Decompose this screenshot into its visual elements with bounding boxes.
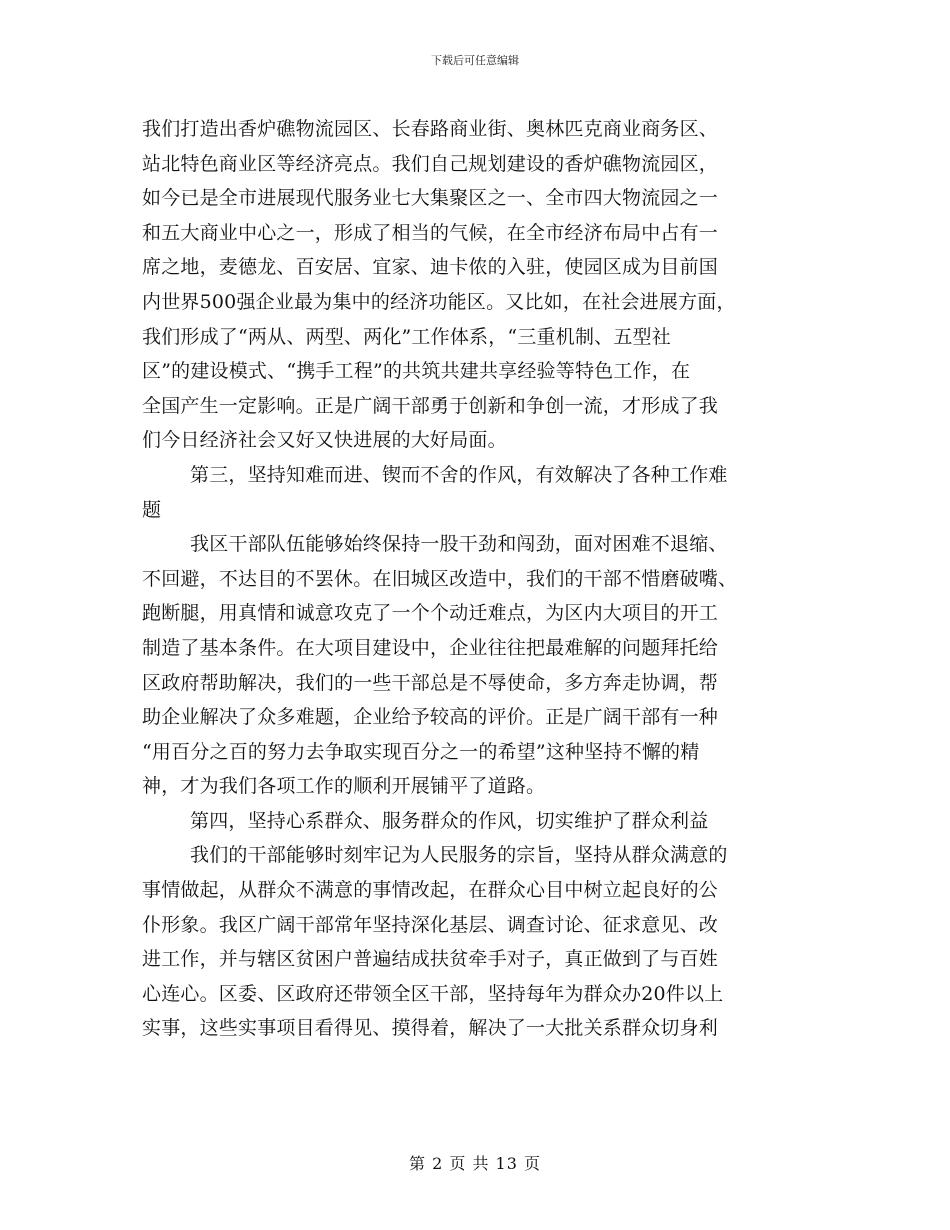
page-header: 下载后可任意编辑: [431, 54, 519, 67]
body-line: 我们打造出香炉礁物流园区、长春路商业街、奥林匹克商业商务区、: [142, 118, 719, 140]
body-line: 席之地，麦德龙、百安居、宜家、迪卡侬的入驻，使园区成为目前国: [142, 256, 719, 279]
body-line: 不回避，不达目的不罢休。在旧城区改造中，我们的干部不惜磨破嘴、: [142, 567, 738, 590]
document-body: [142, 112, 808, 1046]
body-line: 心连心。区委、区政府还带领全区干部，坚持每年为群众办20件以上: [142, 982, 724, 1005]
body-line: “用百分之百的努力去争取实现百分之一的希望”这种坚持不懈的精: [142, 740, 700, 763]
section-heading-continuation: 题: [142, 498, 162, 521]
section-heading: 第四，坚持心系群众、服务群众的作风，切实维护了群众利益: [190, 809, 709, 832]
body-line: 区政府帮助解决，我们的一些干部总是不辱使命，多方奔走协调，帮: [142, 671, 719, 694]
body-line: 内世界500强企业最为集中的经济功能区。又比如，在社会进展方面，: [142, 290, 736, 313]
body-line: 事情做起，从群众不满意的事情改起，在群众心目中树立起良好的公: [142, 879, 719, 902]
body-line: 区”的建设模式、“携手工程”的共筑共建共享经验等特色工作，在: [142, 360, 691, 383]
body-line: 实事，这些实事项目看得见、摸得着，解决了一大批关系群众切身利: [142, 1017, 719, 1040]
section-heading: 第三，坚持知难而进、锲而不舍的作风，有效解决了各种工作难: [190, 463, 728, 486]
page-footer: 第 2 页 共 13 页: [409, 1154, 541, 1173]
body-line: 我们形成了“两从、两型、两化”工作体系，“三重机制、五型社: [142, 325, 671, 348]
body-line: 我区干部队伍能够始终保持一股干劲和闯劲，面对困难不退缩、: [190, 533, 728, 556]
body-line: 跑断腿，用真情和诚意攻克了一个个动迁难点，为区内大项目的开工: [142, 602, 719, 625]
body-line: 制造了基本条件。在大项目建设中，企业往往把最难解的问题拜托给: [142, 636, 719, 659]
body-line: 站北特色商业区等经济亮点。我们自己规划建设的香炉礁物流园区，: [142, 152, 719, 175]
body-line: 全国产生一定影响。正是广阔干部勇于创新和争创一流，才形成了我: [142, 394, 719, 417]
body-line: 神，才为我们各项工作的顺利开展铺平了道路。: [142, 775, 546, 798]
body-line: 仆形象。我区广阔干部常年坚持深化基层、调查讨论、征求意见、改: [142, 913, 719, 936]
body-line: 助企业解决了众多难题，企业给予较高的评价。正是广阔干部有一种: [142, 706, 719, 729]
body-line: 们今日经济社会又好又快进展的大好局面。: [142, 429, 507, 452]
body-line: 我们的干部能够时刻牢记为人民服务的宗旨，坚持从群众满意的: [190, 844, 728, 867]
body-line: 进工作，并与辖区贫困户普遍结成扶贫牵手对子，真正做到了与百姓: [142, 948, 719, 971]
body-line: 如今已是全市进展现代服务业七大集聚区之一、全市四大物流园之一: [142, 187, 719, 210]
body-line: 和五大商业中心之一，形成了相当的气候，在全市经济布局中占有一: [142, 221, 719, 244]
